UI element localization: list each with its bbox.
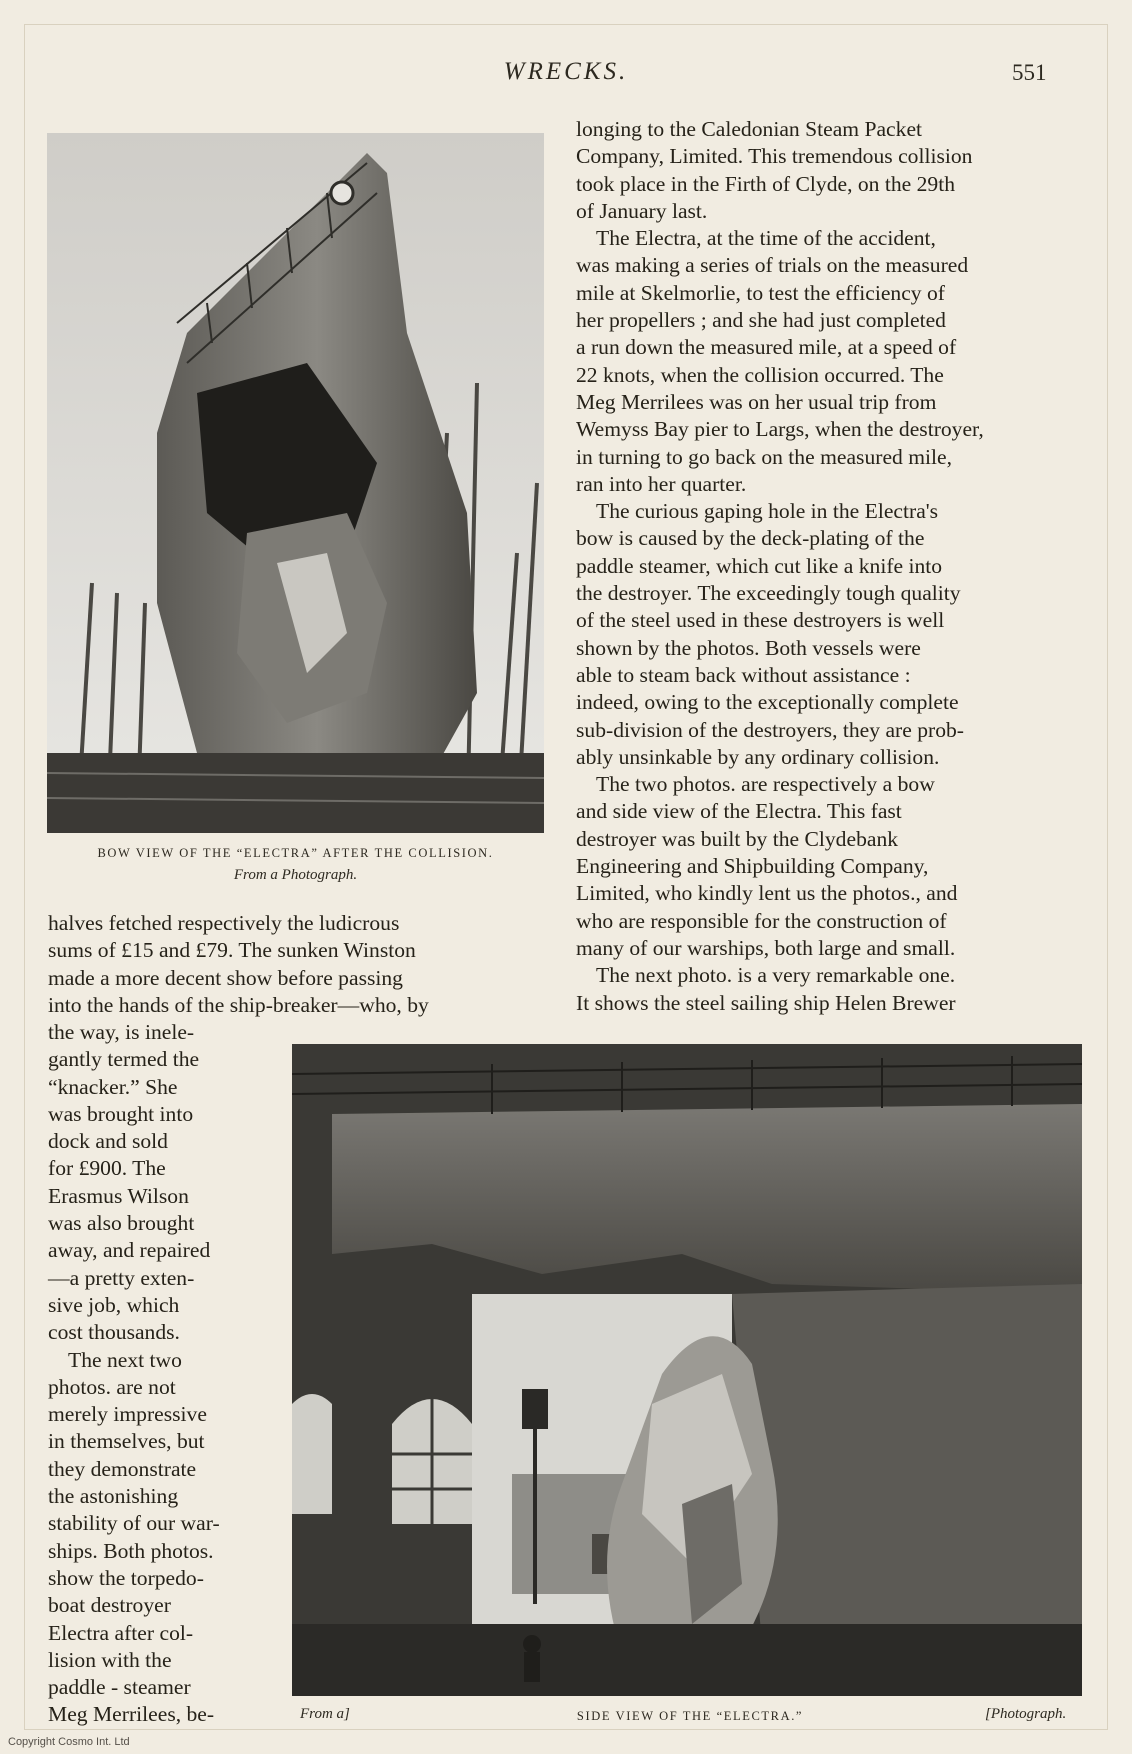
left-column-text-full	[48, 910, 552, 1019]
left-column-text-narrow	[48, 1019, 260, 1729]
side-view-caption: SIDE VIEW OF THE “ELECTRA.”	[576, 1709, 804, 1723]
text-line: Wemyss Bay pier to Largs, when the destroyer,	[576, 417, 984, 442]
text-line: able to steam back without assistance :	[576, 662, 911, 687]
text-line: was making a series of trials on the measured	[576, 253, 969, 278]
text-line: Company, Limited. This tremendous collision	[576, 144, 973, 169]
text-line: —a pretty exten-	[48, 1265, 195, 1290]
text-line: the way, is inele-	[48, 1020, 195, 1044]
text-line: Electra after col-	[48, 1620, 194, 1645]
text-line: in turning to go back on the measured mile,	[576, 444, 953, 469]
photo-bow-view	[47, 133, 544, 833]
text-line: The curious gaping hole in the Electra's	[596, 499, 939, 524]
running-title: WRECKS.	[503, 58, 629, 85]
text-line: Meg Merrilees was on her usual trip from	[576, 389, 937, 414]
text-line: bow is caused by the deck-plating of the	[576, 526, 925, 551]
text-line: shown by the photos. Both vessels were	[576, 635, 921, 660]
text-line: made a more decent show before passing	[48, 965, 403, 990]
text-line: longing to the Caledonian Steam Packet	[576, 117, 923, 141]
text-line: ships. Both photos.	[48, 1538, 214, 1563]
text-line: show the torpedo-	[48, 1565, 204, 1590]
text-line: paddle - steamer	[48, 1675, 191, 1700]
text-line: a run down the measured mile, at a speed of	[576, 335, 957, 360]
text-line: gantly termed the	[48, 1047, 200, 1072]
text-line: ably unsinkable by any ordinary collision.	[576, 744, 940, 769]
text-line: halves fetched respectively the ludicrous	[48, 911, 400, 935]
text-line: dock and sold	[48, 1129, 168, 1154]
side-view-credit-left: From a]	[300, 1706, 350, 1722]
text-line: ran into her quarter.	[576, 471, 747, 496]
text-line: into the hands of the ship-breaker—who, by	[48, 992, 429, 1017]
text-line: destroyer was built by the Clydebank	[576, 826, 899, 851]
text-line: in themselves, but	[48, 1429, 205, 1454]
side-view-illustration	[292, 1044, 1082, 1696]
text-line: paddle steamer, which cut like a knife into	[576, 553, 943, 578]
text-line: Engineering and Shipbuilding Company,	[576, 854, 929, 879]
text-line: who are responsible for the construction of	[576, 908, 947, 933]
text-line: away, and repaired	[48, 1238, 211, 1263]
text-line: merely impressive	[48, 1402, 207, 1427]
copyright-notice: Copyright Cosmo Int. Ltd	[8, 1736, 130, 1748]
text-line: cost thousands.	[48, 1320, 180, 1345]
text-line: was brought into	[48, 1101, 194, 1126]
text-line: boat destroyer	[48, 1593, 171, 1618]
text-line: many of our warships, both large and small.	[576, 935, 956, 960]
text-line: Meg Merrilees, be-	[48, 1702, 215, 1727]
photo-side-view	[292, 1044, 1082, 1696]
text-line: and side view of the Electra. This fast	[576, 799, 902, 824]
text-line: sive job, which	[48, 1292, 180, 1317]
text-line: It shows the steel sailing ship Helen Brewer	[576, 990, 956, 1015]
text-line: stability of our war-	[48, 1511, 220, 1536]
text-line: for £900. The	[48, 1156, 166, 1181]
text-line: indeed, owing to the exceptionally complete	[576, 690, 959, 715]
text-line: of the steel used in these destroyers is well	[576, 608, 945, 633]
text-line: sub-division of the destroyers, they are prob-	[576, 717, 964, 742]
text-line: The next photo. is a very remarkable one.	[596, 963, 956, 988]
bow-view-illustration	[47, 133, 544, 833]
text-line: The next two	[68, 1347, 182, 1372]
text-line: was also brought	[48, 1211, 195, 1236]
bow-view-caption: BOW VIEW OF THE “ELECTRA” AFTER THE COLLISION.	[97, 846, 494, 860]
text-line: Erasmus Wilson	[48, 1183, 189, 1208]
page-number: 551	[1012, 60, 1047, 85]
side-view-credit-right: [Photograph.	[985, 1706, 1067, 1722]
text-line: lision with the	[48, 1647, 172, 1672]
text-line: sums of £15 and £79. The sunken Winston	[48, 938, 416, 963]
text-line: Limited, who kindly lent us the photos., and	[576, 881, 958, 906]
text-line: the astonishing	[48, 1484, 179, 1509]
text-line: took place in the Firth of Clyde, on the 29th	[576, 171, 956, 196]
text-line: 22 knots, when the collision occurred. The	[576, 362, 944, 387]
text-line: The two photos. are respectively a bow	[596, 772, 935, 797]
text-line: mile at Skelmorlie, to test the efficiency of	[576, 280, 945, 305]
text-line: the destroyer. The exceedingly tough quality	[576, 581, 961, 606]
text-line: her propellers ; and she had just completed	[576, 308, 946, 333]
text-line: photos. are not	[48, 1374, 176, 1399]
right-column-text	[576, 116, 1080, 1017]
text-line: of January last.	[576, 198, 708, 223]
text-line: “knacker.” She	[48, 1074, 178, 1099]
text-line: they demonstrate	[48, 1456, 197, 1481]
bow-view-credit: From a Photograph.	[233, 867, 358, 883]
text-line: The Electra, at the time of the accident,	[596, 226, 936, 251]
